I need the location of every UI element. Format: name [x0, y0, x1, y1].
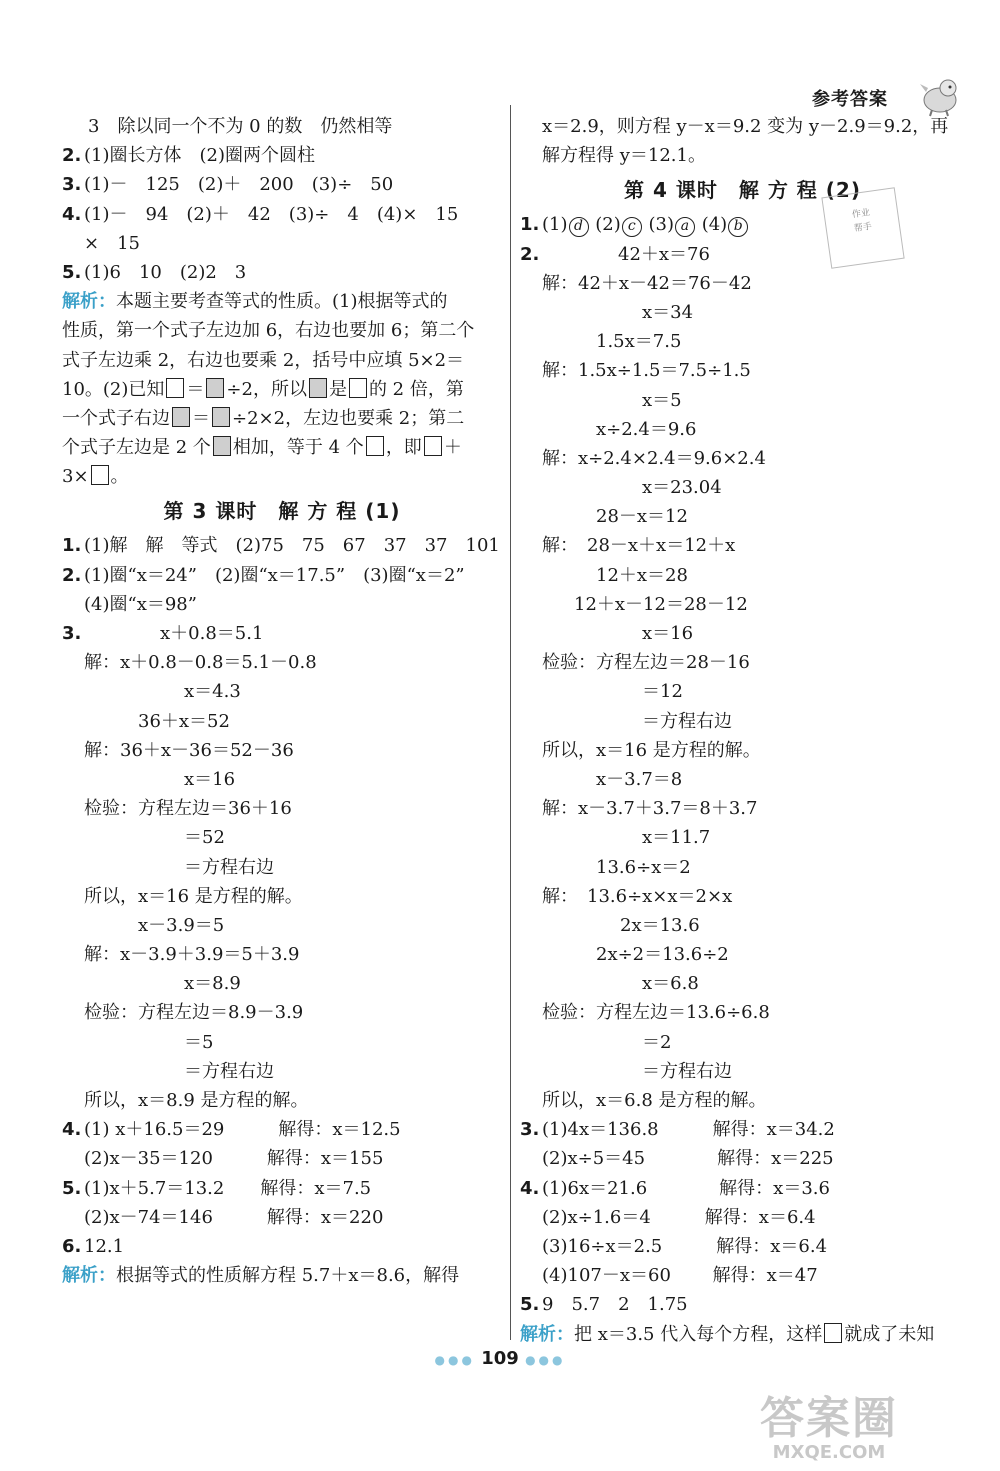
answer-text: ＝52 — [184, 827, 225, 849]
question-number: 5. — [62, 261, 82, 283]
answer-line — [62, 141, 502, 170]
answer-line — [520, 853, 965, 882]
answer-line — [520, 1261, 965, 1290]
answer-line — [520, 911, 965, 940]
answer-text: (3) — [648, 214, 674, 236]
answer-text: x＝4.3 — [184, 681, 241, 703]
answer-text: (4) — [701, 214, 728, 236]
circled-choice: c — [622, 217, 642, 237]
analysis-text: ÷2，所以 — [226, 378, 307, 400]
answer-line — [520, 1115, 965, 1144]
section-title: 第 4 课时 解 方 程 (2) — [624, 178, 861, 203]
answer-text: ＝12 — [642, 681, 683, 703]
answer-line — [520, 298, 965, 327]
answer-text: (1)4x＝136.8 解得：x＝34.2 — [542, 1119, 835, 1141]
analysis-text: ＝ — [186, 378, 205, 400]
dots-decoration: ●●● — [525, 1353, 566, 1367]
answer-line — [520, 969, 965, 998]
question-number: 2. — [520, 243, 540, 265]
analysis-text: 相加，等于 4 个 — [232, 437, 364, 459]
answer-text: x－3.9＝5 — [138, 914, 225, 936]
answer-text: 解：36＋x－36＝52－36 — [84, 739, 294, 761]
answer-line — [62, 1144, 502, 1173]
answer-line — [62, 823, 502, 852]
question-number: 3. — [62, 174, 82, 196]
answer-text: x＝5 — [642, 389, 682, 411]
answer-text: (2)x－35＝120 解得：x＝155 — [84, 1148, 384, 1170]
answer-text: 检验：方程左边＝36＋16 — [84, 798, 292, 820]
analysis-text: 的 2 倍，第 — [368, 378, 464, 400]
page-number-text: 109 — [481, 1348, 519, 1369]
question-number: 3. — [62, 623, 82, 644]
answer-line — [520, 1086, 965, 1115]
answer-line — [520, 473, 965, 502]
answer-line — [62, 200, 502, 229]
answer-text: x＝8.9 — [184, 973, 241, 995]
left-answers-top — [62, 112, 502, 287]
answer-line — [62, 648, 502, 677]
answer-line — [520, 327, 965, 356]
answer-line — [520, 269, 965, 298]
answer-text: × 15 — [84, 232, 140, 254]
answer-text: (2)x÷5＝45 解得：x＝225 — [542, 1148, 834, 1170]
answer-text: 12.1 — [84, 1235, 125, 1257]
answer-line — [520, 1174, 965, 1203]
answer-line — [62, 1057, 502, 1086]
empty-box-icon — [366, 436, 384, 456]
answer-line — [62, 1086, 502, 1115]
answer-text: 13.6÷x＝2 — [596, 856, 691, 878]
answer-line — [520, 502, 965, 531]
answer-line — [520, 998, 965, 1027]
answer-line — [520, 356, 965, 385]
analysis-text: 一个式子右边 — [62, 407, 170, 429]
answer-text: 28－x＝12 — [596, 506, 688, 528]
watermark-text: 答案圈 — [760, 1393, 898, 1444]
answer-text: x＋0.8＝5.1 — [160, 623, 264, 644]
answer-text: 36＋x＝52 — [138, 710, 230, 732]
answer-text: (3)16÷x＝2.5 解得：x＝6.4 — [542, 1235, 828, 1257]
answer-line — [520, 648, 965, 677]
answer-text: (2) — [595, 214, 621, 236]
circled-choice: a — [675, 217, 695, 237]
question-number: 1. — [62, 535, 82, 557]
left-column — [62, 112, 502, 1290]
answer-line — [62, 940, 502, 969]
answer-text: 2x＝13.6 — [620, 914, 700, 936]
right-answers-top — [520, 112, 965, 170]
answer-line — [520, 940, 965, 969]
analysis-text: 就成了未知 — [844, 1323, 935, 1345]
answer-text: (1)解 解 等式 (2)75 75 67 37 37 101 — [84, 535, 500, 557]
question-number: 3. — [520, 1119, 540, 1141]
answer-text: x＝34 — [642, 301, 694, 323]
answer-line — [520, 1057, 965, 1086]
answer-text: 解： 13.6÷x×x＝2×x — [542, 885, 733, 907]
answer-text: 9 5.7 2 1.75 — [542, 1294, 688, 1316]
section3-answers — [62, 531, 502, 1261]
answer-line — [520, 823, 965, 852]
answer-text: 解：42＋x－42＝76－42 — [542, 272, 752, 294]
answer-line — [520, 112, 965, 141]
answer-line — [62, 590, 502, 619]
shaded-box-icon — [212, 407, 230, 427]
answer-line — [520, 141, 965, 170]
shaded-box-icon — [213, 436, 231, 456]
empty-box-icon — [349, 378, 367, 398]
answer-line — [520, 1290, 965, 1319]
answer-line — [62, 1174, 502, 1203]
answer-line — [62, 911, 502, 940]
answer-text: (1)x＋5.7＝13.2 解得：x＝7.5 — [84, 1177, 372, 1199]
answer-line — [520, 794, 965, 823]
answer-text: 1.5x＝7.5 — [596, 331, 682, 353]
answer-text: 解：x＋0.8－0.8＝5.1－0.8 — [84, 652, 317, 674]
answer-text: ＝2 — [642, 1031, 672, 1053]
answer-line — [62, 170, 502, 199]
answer-text: 所以，x＝8.9 是方程的解。 — [84, 1090, 309, 1111]
answer-text: 解方程得 y＝12.1。 — [542, 145, 706, 167]
answer-text: 解：x－3.7＋3.7＝8＋3.7 — [542, 798, 758, 820]
answer-text: (1) x＋16.5＝29 解得：x＝12.5 — [84, 1119, 401, 1141]
answer-text: 解：x÷2.4×2.4＝9.6×2.4 — [542, 447, 766, 469]
answer-line — [62, 736, 502, 765]
answer-text: 检验：方程左边＝8.9－3.9 — [84, 1002, 304, 1024]
answer-text: 12＋x＝28 — [596, 564, 688, 586]
answer-line — [62, 258, 502, 287]
column-divider — [510, 105, 511, 1340]
answer-text: (1)圈长方体 (2)圈两个圆柱 — [84, 145, 315, 167]
answer-line — [62, 677, 502, 706]
answer-text: x＝2.9，则方程 y－x＝9.2 变为 y－2.9＝9.2，再 — [542, 116, 949, 137]
answer-text: (1)圈“x＝24” (2)圈“x＝17.5” (3)圈“x＝2” — [84, 564, 465, 586]
question-number: 2. — [62, 145, 82, 167]
shaded-box-icon — [309, 378, 327, 398]
answer-text: x－3.7＝8 — [596, 768, 683, 790]
circled-choice: b — [728, 217, 748, 237]
answer-line — [62, 765, 502, 794]
answer-text: (1)－ 125 (2)＋ 200 (3)÷ 50 — [84, 174, 394, 196]
analysis-label: 解析： — [62, 1265, 116, 1287]
question-number: 1. — [520, 214, 540, 236]
answer-text: (1) — [542, 214, 568, 236]
section-title: 第 3 课时 解 方 程 (1) — [163, 499, 401, 524]
answer-text: 检验：方程左边＝13.6÷6.8 — [542, 1002, 770, 1024]
answer-text: 3 除以同一个不为 0 的数 仍然相等 — [88, 116, 393, 137]
answer-line — [520, 677, 965, 706]
answer-text: (1)－ 94 (2)＋ 42 (3)÷ 4 (4)× 15 — [84, 203, 459, 225]
analysis-text: 。 — [110, 466, 129, 488]
answer-line — [62, 1232, 502, 1261]
shaded-box-icon — [206, 378, 224, 398]
answer-line — [62, 1203, 502, 1232]
dots-decoration: ●●● — [434, 1353, 475, 1367]
answer-text: 所以，x＝16 是方程的解。 — [542, 739, 761, 761]
answer-text: ＝方程右边 — [642, 710, 732, 732]
analysis-block — [62, 1261, 502, 1290]
analysis-block — [62, 287, 502, 491]
answer-line — [62, 998, 502, 1027]
right-column — [520, 112, 965, 1349]
analysis-text: ÷2×2，左边也要乘 2；第二 — [232, 407, 465, 429]
answer-line — [520, 590, 965, 619]
answer-text: (1)6 10 (2)2 3 — [84, 261, 247, 283]
answer-line — [520, 619, 965, 648]
answer-line — [520, 736, 965, 765]
answer-text: x＝23.04 — [642, 477, 722, 499]
analysis-text: ，即 — [385, 437, 422, 459]
answer-text: 2x÷2＝13.6÷2 — [596, 944, 729, 966]
answer-text: x＝16 — [184, 768, 236, 790]
answer-line — [520, 531, 965, 560]
analysis-label: 解析： — [520, 1323, 574, 1345]
empty-box-icon — [424, 436, 442, 456]
answer-text: x＝6.8 — [642, 973, 699, 995]
analysis-text: ＋ — [443, 437, 462, 459]
answer-line — [520, 707, 965, 736]
empty-box-icon — [824, 1323, 842, 1343]
analysis-text: 本题主要考查等式的性质。(1)根据等式的 — [116, 291, 448, 313]
answer-text: x÷2.4＝9.6 — [596, 418, 697, 440]
answer-text: 检验：方程左边＝28－16 — [542, 652, 750, 674]
answer-text: (4)107－x＝60 解得：x＝47 — [542, 1265, 818, 1287]
answer-line — [62, 112, 502, 141]
question-number: 4. — [62, 1119, 82, 1141]
answer-line — [62, 619, 502, 648]
watermark-url: MXQE.COM — [772, 1442, 886, 1463]
analysis-text: 式子左边乘 2，右边也要乘 2，括号中应填 5×2＝ — [62, 349, 465, 371]
answer-line — [520, 765, 965, 794]
analysis-text: 是 — [328, 378, 347, 400]
answer-line — [62, 1115, 502, 1144]
analysis-text: 10。(2)已知 — [62, 378, 165, 400]
analysis-block — [520, 1320, 965, 1349]
analysis-text: ＝ — [192, 407, 210, 429]
question-number: 6. — [62, 1235, 82, 1257]
analysis-text: 个式子左边是 2 个 — [62, 437, 211, 459]
answer-text: 解： 28－x＋x＝12＋x — [542, 535, 736, 557]
answer-line — [520, 386, 965, 415]
answer-line — [520, 444, 965, 473]
answer-text: x＝11.7 — [642, 827, 711, 849]
answer-text: (2)x÷1.6＝4 解得：x＝6.4 — [542, 1206, 816, 1228]
analysis-text: 根据等式的性质解方程 5.7＋x＝8.6，解得 — [116, 1265, 460, 1287]
answer-text: (2)x－74＝146 解得：x＝220 — [84, 1206, 384, 1228]
answer-text: 解：x－3.9＋3.9＝5＋3.9 — [84, 944, 300, 966]
answer-text: 所以，x＝6.8 是方程的解。 — [542, 1090, 767, 1111]
analysis-text: 把 x＝3.5 代入每个方程，这样 — [574, 1323, 823, 1345]
answer-text: (4)圈“x＝98” — [84, 593, 197, 615]
answer-text: 解：1.5x÷1.5＝7.5÷1.5 — [542, 360, 751, 382]
answer-text: ＝方程右边 — [184, 856, 274, 878]
question-number: 5. — [520, 1294, 540, 1316]
answer-line — [62, 531, 502, 560]
answer-line — [62, 853, 502, 882]
answer-line — [520, 415, 965, 444]
answer-line — [520, 1028, 965, 1057]
answer-text: (1)6x＝21.6 解得：x＝3.6 — [542, 1177, 830, 1199]
answer-line — [62, 794, 502, 823]
answer-line — [62, 1028, 502, 1057]
circled-choice: d — [569, 217, 589, 237]
analysis-text: 3× — [62, 466, 89, 488]
answer-line — [62, 882, 502, 911]
answer-line — [520, 1232, 965, 1261]
answer-line — [520, 1203, 965, 1232]
answer-text: ＝方程右边 — [184, 1060, 274, 1082]
answer-text: ＝方程右边 — [642, 1060, 732, 1082]
analysis-label: 解析： — [62, 291, 116, 313]
answer-line — [520, 561, 965, 590]
stamp-image: 作业 帮手 — [821, 187, 904, 269]
question-number: 4. — [520, 1177, 540, 1199]
watermark — [760, 1395, 898, 1463]
answer-text: 42＋x＝76 — [618, 243, 710, 265]
answer-text: 所以，x＝16 是方程的解。 — [84, 885, 303, 907]
answer-line — [62, 229, 502, 258]
analysis-text: 性质，第一个式子左边加 6，右边也要加 6；第二个 — [62, 320, 475, 342]
answer-line — [62, 561, 502, 590]
question-number: 2. — [62, 564, 82, 586]
question-number: 4. — [62, 203, 82, 225]
question-number: 5. — [62, 1177, 82, 1199]
answer-line — [520, 1144, 965, 1173]
answer-text: x＝16 — [642, 623, 694, 644]
answer-text: 12＋x－12＝28－12 — [574, 593, 748, 615]
answer-line — [62, 707, 502, 736]
shaded-box-icon — [172, 407, 190, 427]
page-number — [0, 1348, 1000, 1369]
section4-answers — [520, 240, 965, 1320]
answer-line — [62, 969, 502, 998]
empty-box-icon — [166, 378, 184, 398]
answer-text: ＝5 — [184, 1031, 214, 1053]
answer-line — [520, 882, 965, 911]
header-label: 参考答案 — [812, 89, 888, 110]
empty-box-icon — [91, 465, 109, 485]
